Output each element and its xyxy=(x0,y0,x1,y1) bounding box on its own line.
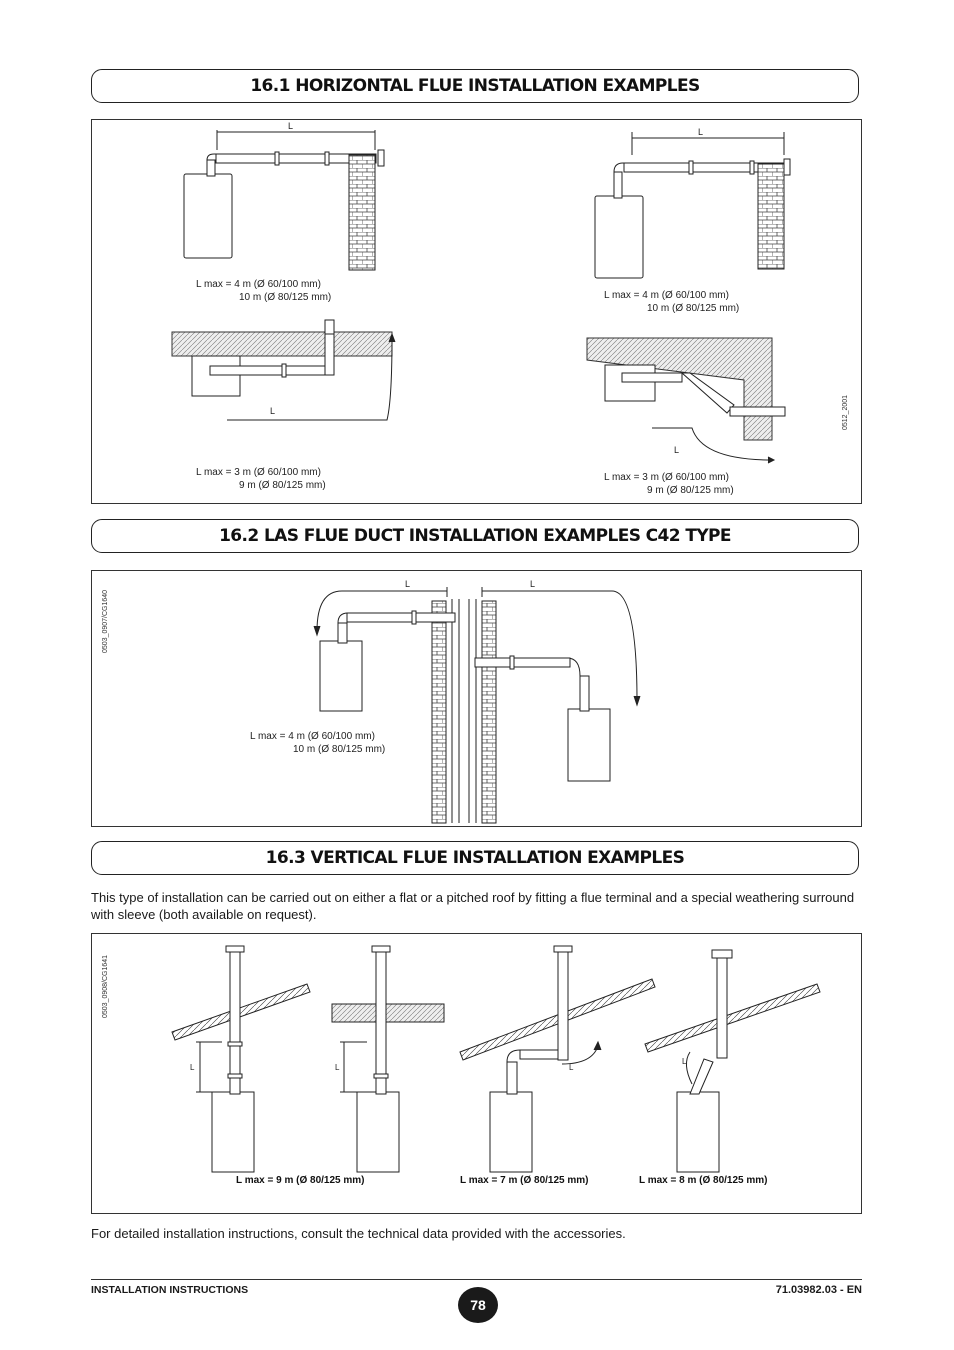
footer-divider xyxy=(91,1279,862,1280)
caption-las: L max = 4 m (Ø 60/100 mm) 10 m (Ø 80/125 mm) xyxy=(250,731,386,755)
section-title-16-1: 16.1 HORIZONTAL FLUE INSTALLATION EXAMPLES xyxy=(250,76,700,96)
footer-document-type: INSTALLATION INSTRUCTIONS xyxy=(91,1284,249,1296)
figure-code-16-3: 0503_0908/CG1641 xyxy=(102,954,109,1018)
caption-d: L max = 3 m (Ø 60/100 mm) 9 m (Ø 80/125 mm) xyxy=(604,472,734,496)
dim-label-v1: L xyxy=(190,1063,195,1072)
vertical-diagram-4 xyxy=(645,950,820,1172)
section-header-16-3 xyxy=(91,841,859,875)
dim-label-las-left: L xyxy=(405,579,411,589)
horizontal-flue-drawing xyxy=(92,120,863,505)
dim-label-las-right: L xyxy=(530,579,536,589)
dim-label-c: L xyxy=(270,406,276,416)
page-number: 78 xyxy=(470,1297,486,1313)
figure-code-16-2: 0503_0907/CG1640 xyxy=(102,589,109,653)
vertical-flue-figure xyxy=(91,933,862,1214)
page-number-badge xyxy=(458,1287,498,1323)
dim-label-v2: L xyxy=(335,1063,340,1072)
dim-label-a: L xyxy=(288,121,294,131)
caption-c: L max = 3 m (Ø 60/100 mm) 9 m (Ø 80/125 mm) xyxy=(196,467,326,491)
dim-label-v3: L xyxy=(569,1063,574,1072)
las-flue-figure xyxy=(91,570,862,827)
section-title-16-2: 16.2 LAS FLUE DUCT INSTALLATION EXAMPLES C42 TYPE xyxy=(219,526,731,546)
dim-label-b: L xyxy=(698,127,704,137)
horizontal-flue-figure xyxy=(91,119,862,504)
closing-note: For detailed installation instructions, consult the technical data provided with the accessories. xyxy=(91,1226,626,1241)
diagram-c xyxy=(172,320,395,420)
caption-vertical-3: L max = 8 m (Ø 80/125 mm) xyxy=(639,1175,768,1186)
caption-a: L max = 4 m (Ø 60/100 mm) 10 m (Ø 80/125 mm) xyxy=(196,279,332,303)
section-title-16-3: 16.3 VERTICAL FLUE INSTALLATION EXAMPLES xyxy=(265,848,685,868)
vertical-diagram-2 xyxy=(332,946,444,1172)
section-header-16-2 xyxy=(91,519,859,553)
caption-vertical-2: L max = 7 m (Ø 80/125 mm) xyxy=(460,1175,589,1186)
dim-label-d: L xyxy=(674,445,680,455)
figure-code-16-1: 0512_2001 xyxy=(842,394,849,430)
las-flue-drawing xyxy=(92,571,863,828)
vertical-diagram-3 xyxy=(460,946,655,1172)
caption-b: L max = 4 m (Ø 60/100 mm) 10 m (Ø 80/125 mm) xyxy=(604,290,740,314)
vertical-flue-drawing xyxy=(92,934,863,1215)
diagram-b xyxy=(595,127,790,278)
vertical-diagram-1 xyxy=(172,946,310,1172)
diagram-d xyxy=(587,338,785,463)
footer-document-code: 71.03982.03 - EN xyxy=(775,1284,862,1296)
diagram-a xyxy=(184,121,384,270)
vertical-flue-intro: This type of installation can be carried out on either a flat or a pitched roof by fitting a flue terminal and a special weathering surround with sleeve (both available on request). xyxy=(91,890,855,922)
dim-label-v4: L xyxy=(682,1057,687,1066)
caption-vertical-1: L max = 9 m (Ø 80/125 mm) xyxy=(236,1175,365,1186)
section-header-16-1 xyxy=(91,69,859,103)
